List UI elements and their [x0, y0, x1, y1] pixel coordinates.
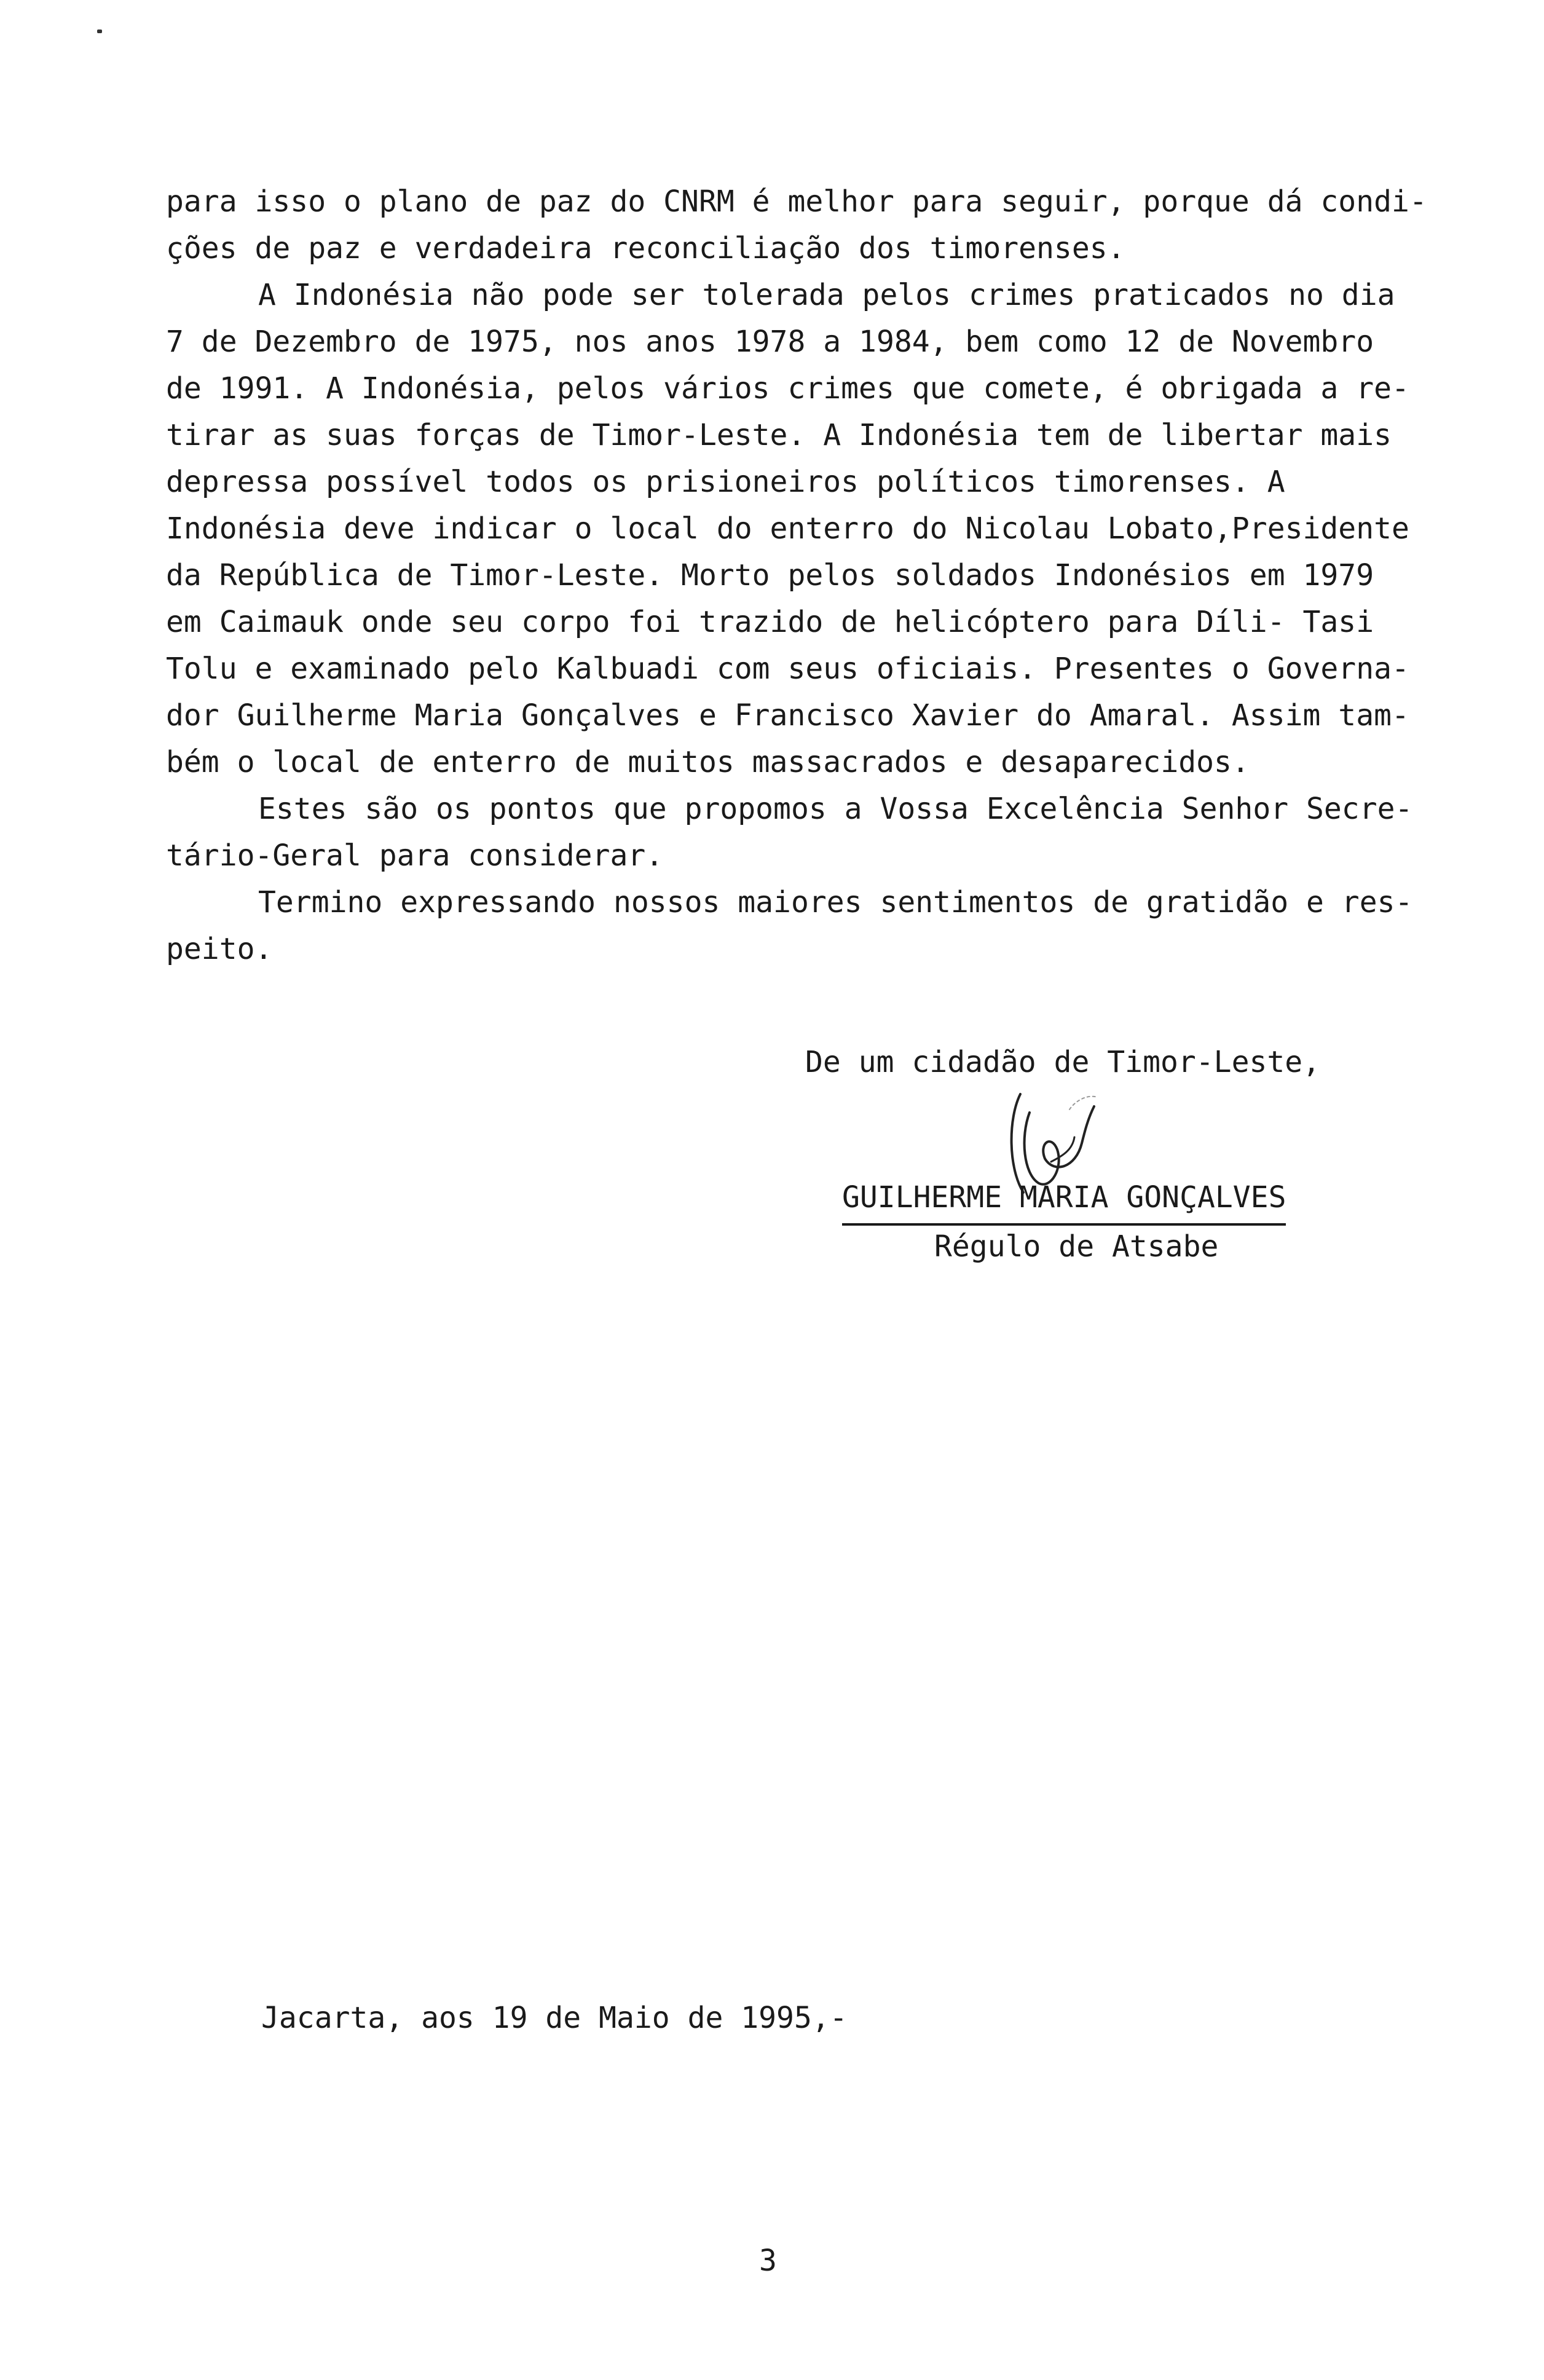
page-number: 3	[759, 2244, 777, 2278]
text-line: 7 de Dezembro de 1975, nos anos 1978 a 1984, bem como 12 de Novembro	[166, 325, 1374, 359]
text-line: depressa possível todos os prisioneiros políticos timorenses. A	[166, 465, 1285, 499]
paragraph-1	[166, 178, 1451, 272]
text-line: em Caimauk onde seu corpo foi trazido de helicóptero para Díli- Tasi	[166, 605, 1374, 639]
text-line: para isso o plano de paz do CNRM é melhor para seguir, porque dá condi-	[166, 184, 1427, 219]
text-line: tário-Geral para considerar.	[166, 838, 664, 873]
scan-speck	[97, 30, 102, 33]
text-line: A Indonésia não pode ser tolerada pelos crimes praticados no dia	[258, 278, 1395, 312]
paragraph-2	[166, 272, 1451, 786]
signatory-name: GUILHERME MARIA GONÇALVES	[842, 1174, 1286, 1226]
place-and-date: Jacarta, aos 19 de Maio de 1995,-	[261, 2001, 848, 2035]
text-line: Indonésia deve indicar o local do enterro do Nicolau Lobato,Presidente	[166, 511, 1409, 546]
text-line: Termino expressando nossos maiores sentimentos de gratidão e res-	[258, 885, 1413, 920]
text-line: bém o local de enterro de muitos massacrados e desaparecidos.	[166, 745, 1250, 779]
paragraph-3	[166, 786, 1451, 879]
text-line: da República de Timor-Leste. Morto pelos soldados Indonésios em 1979	[166, 558, 1374, 593]
signature-block	[805, 1039, 1358, 1264]
text-line: peito.	[166, 932, 273, 966]
paragraph-4	[166, 879, 1451, 972]
text-line: ções de paz e verdadeira reconciliação dos timorenses.	[166, 231, 1125, 266]
text-line: Tolu e examinado pelo Kalbuadi com seus oficiais. Presentes o Governa-	[166, 652, 1409, 686]
closing-greeting: De um cidadão de Timor-Leste,	[805, 1045, 1321, 1079]
letter-body	[166, 178, 1451, 972]
text-line: tirar as suas forças de Timor-Leste. A Indonésia tem de libertar mais	[166, 418, 1392, 452]
signatory-title: Régulo de Atsabe	[934, 1229, 1219, 1264]
text-line: Estes são os pontos que propomos a Vossa Excelência Senhor Secre-	[258, 792, 1413, 826]
text-line: de 1991. A Indonésia, pelos vários crimes que comete, é obrigada a re-	[166, 371, 1409, 406]
text-line: dor Guilherme Maria Gonçalves e Francisco Xavier do Amaral. Assim tam-	[166, 698, 1409, 733]
